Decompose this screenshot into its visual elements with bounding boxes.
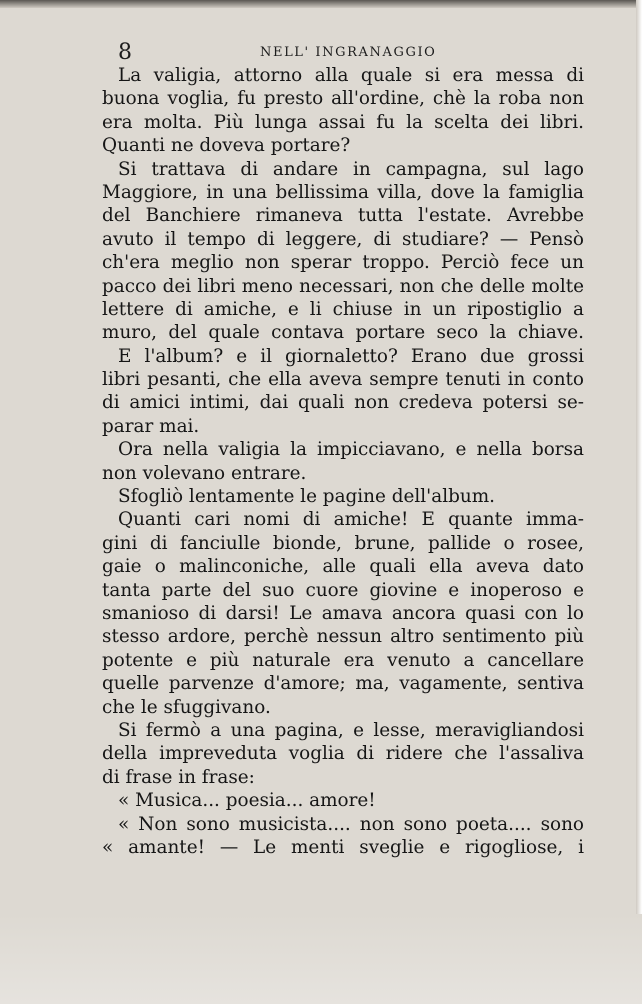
text-line: Si trattava di andare in campagna, sul lago	[118, 158, 584, 180]
text-line: pacco dei libri meno necessari, non che delle molte	[102, 275, 584, 297]
text-line: quelle parvenze d'amore; ma, vagamente, sentiva	[102, 673, 584, 695]
page-bottom-margin	[0, 914, 642, 1004]
text-line: di frase in frase:	[102, 766, 255, 788]
text-line: Ora nella valigia la impicciavano, e nella borsa	[118, 439, 584, 461]
text-line: Quanti ne doveva portare?	[102, 135, 351, 157]
text-line: stesso ardore, perchè nessun altro sentimento più	[102, 626, 584, 648]
text-line: « amante! — Le menti sveglie e rigogliose, i	[102, 836, 584, 858]
text-line: E l'album? e il giornaletto? Erano due grossi	[118, 345, 584, 367]
page-top-edge	[0, 0, 642, 8]
text-line: di amici intimi, dai quali non credeva potersi se-	[102, 392, 584, 414]
text-line: parar mai.	[102, 415, 200, 437]
page-header	[118, 40, 578, 64]
text-line: potente e più naturale era venuto a cancellare	[102, 649, 584, 671]
text-line: lettere di amiche, e li chiuse in un ripostiglio a	[102, 298, 584, 320]
text-line: muro, del quale contava portare seco la chiave.	[102, 322, 584, 344]
text-line: che le sfuggivano.	[102, 696, 271, 718]
text-line: Sfogliò lentamente le pagine dell'album.	[118, 486, 495, 508]
text-line: tanta parte del suo cuore giovine e inoperoso e	[102, 579, 584, 601]
text-line: « Musica... poesia... amore!	[118, 790, 376, 812]
text-line: gaie o malinconiche, alle quali ella aveva dato	[102, 556, 584, 578]
body-text	[102, 64, 584, 859]
text-line: era molta. Più lunga assai fu la scelta dei libri.	[102, 111, 584, 133]
text-line: gini di fanciulle bionde, brune, pallide o rosee,	[102, 532, 584, 554]
text-line: La valigia, attorno alla quale si era messa di	[118, 65, 584, 86]
text-line: « Non sono musicista.... non sono poeta.... sono	[118, 813, 584, 835]
text-line: Maggiore, in una bellissima villa, dove la famiglia	[102, 181, 584, 203]
text-line: libri pesanti, che ella aveva sempre tenuti in conto	[102, 369, 584, 391]
text-line: Si fermò a una pagina, e lesse, meravigliandosi	[118, 719, 584, 741]
text-line: Quanti cari nomi di amiche! E quante imma-	[118, 509, 584, 531]
text-line: avuto il tempo di leggere, di studiare? — Pensò	[102, 228, 584, 250]
text-line: ch'era meglio non sperar troppo. Perciò fece un	[102, 252, 584, 274]
text-line: della impreveduta voglia di ridere che l'assaliva	[102, 743, 584, 765]
page-number: 8	[118, 40, 132, 65]
running-title: NELL' INGRANAGGIO	[260, 45, 437, 60]
page-right-edge	[636, 0, 642, 1004]
text-line: smanioso di darsi! Le amava ancora quasi con lo	[102, 602, 584, 624]
text-line: non volevano entrare.	[102, 462, 307, 484]
text-line: buona voglia, fu presto all'ordine, chè la roba non	[102, 88, 584, 110]
text-line: del Banchiere rimaneva tutta l'estate. Avrebbe	[102, 205, 584, 227]
